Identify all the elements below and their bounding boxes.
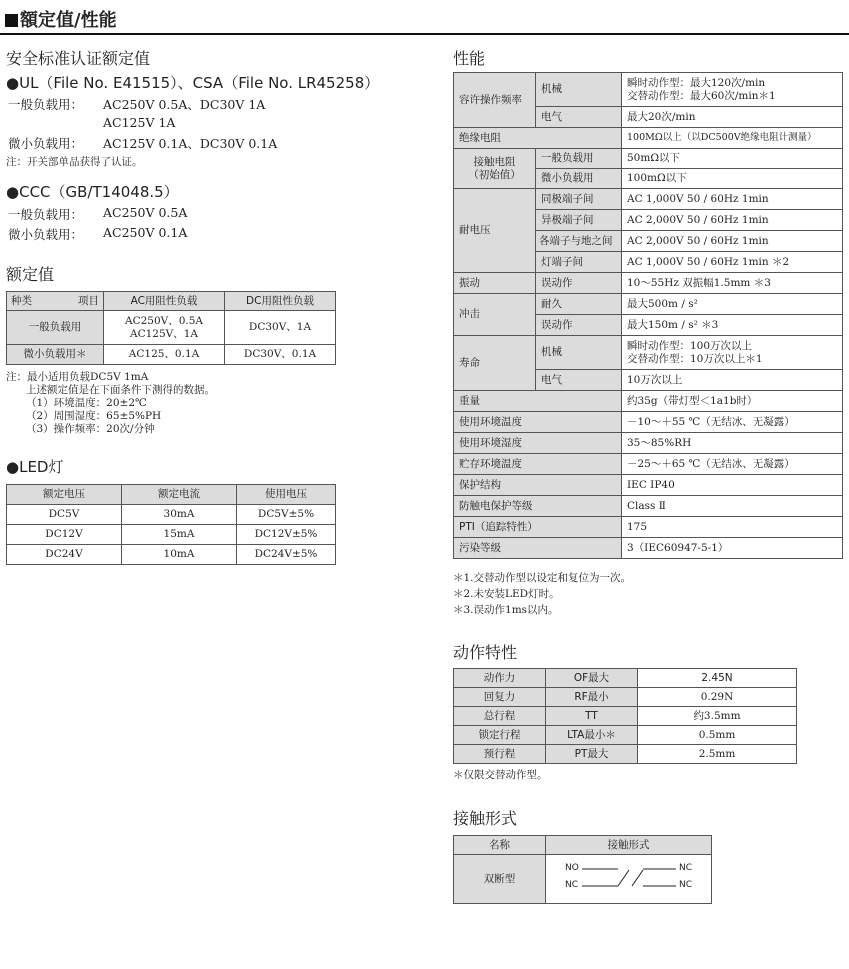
ul-heading: [6, 72, 379, 93]
op-value: 0.5mm: [638, 726, 797, 745]
bullet-dot-icon: [6, 74, 19, 92]
table-row: [454, 538, 843, 559]
op-name: 锁定行程: [454, 726, 546, 745]
perf-vibration-label: 振动: [454, 273, 536, 294]
led-cell: 10mA: [122, 545, 237, 565]
page-title-text: 額定值/性能: [20, 10, 117, 31]
rated-row-dc: DC30V、0.1A: [225, 345, 336, 365]
perf-insulation-label: 绝缘电阻: [454, 128, 622, 149]
op-value: 2.5mm: [638, 745, 797, 764]
perf-contact-general-value: 50mΩ以下: [622, 149, 843, 169]
led-cell: DC12V: [7, 525, 122, 545]
led-header-cell: 额定电流: [122, 485, 237, 505]
table-row: [454, 73, 843, 107]
rated-table: [6, 291, 336, 365]
ul-heading-text: UL（File No. E41515）、CSA（File No. LR45258）: [19, 74, 380, 92]
table-row: [454, 294, 843, 315]
perf-life-mech-label: 机械: [536, 336, 622, 370]
contact-nc-right-bottom: NC: [679, 880, 693, 890]
rated-header-ac: AC用阻性负载: [104, 292, 225, 311]
led-cell: DC5V: [7, 505, 122, 525]
table-header-row: [7, 485, 336, 505]
table-row: [7, 505, 336, 525]
table-row: [454, 475, 843, 496]
contact-form-table: [453, 835, 712, 904]
perf-withstand-sub: 各端子与地之间: [536, 231, 622, 252]
perf-single-value: －25～＋65 ℃（无结冰、无凝露）: [622, 454, 843, 475]
table-row: [454, 745, 797, 764]
led-heading: [6, 456, 63, 477]
op-code: TT: [546, 707, 638, 726]
perf-withstand-value: AC 2,000V 50 / 60Hz 1min: [622, 231, 843, 252]
rated-note: 上述额定值是在下面条件下测得的数据。: [26, 384, 215, 396]
contact-form-heading: 接触形式: [453, 809, 518, 828]
perf-footnote: ＊2.未安装LED灯时。: [453, 588, 560, 600]
rated-row-type: 微小负载用＊: [7, 345, 104, 365]
contact-form-row-name: 双断型: [454, 855, 546, 904]
perf-shock-mal-value: 最大150m / s² ＊3: [622, 315, 843, 336]
performance-heading: 性能: [453, 49, 486, 68]
op-name: 动作力: [454, 669, 546, 688]
perf-contact-label: 接触电阻 （初始值）: [454, 149, 536, 189]
ul-general-value-1: AC250V 0.5A、DC30V 1A: [103, 97, 266, 112]
table-row: [454, 128, 843, 149]
double-break-switch-icon: [546, 855, 711, 903]
perf-single-value: －10～＋55 ℃（无结冰、无凝露）: [622, 412, 843, 433]
op-value: 约3.5mm: [638, 707, 797, 726]
rated-row-ac: AC250V、0.5A AC125V、1A: [104, 311, 225, 345]
perf-contact-general-label: 一般负载用: [536, 149, 622, 169]
table-row: [454, 336, 843, 370]
rated-note: 注：最小适用负载DC5V 1mA: [6, 371, 149, 383]
contact-no-left: NO: [565, 863, 579, 873]
rated-note: （2）周围湿度：65±5%PH: [26, 410, 162, 422]
contact-nc-right-top: NC: [679, 863, 693, 873]
led-table: [6, 484, 336, 565]
certified-heading: 安全标准认证额定值: [6, 49, 151, 68]
perf-life-elec-label: 电气: [536, 370, 622, 391]
rated-row-ac: AC125、0.1A: [104, 345, 225, 365]
table-row: [7, 345, 336, 365]
table-header-row: [454, 836, 712, 855]
ul-micro-value: AC125V 0.1A、DC30V 0.1A: [103, 136, 278, 151]
bullet-dot-icon: [6, 458, 19, 476]
rated-header-type: 种类: [11, 294, 32, 307]
table-row: [7, 311, 336, 345]
perf-single-value: Class Ⅱ: [622, 496, 843, 517]
op-code: PT最大: [546, 745, 638, 764]
ccc-heading-text: CCC（GB/T14048.5）: [19, 183, 179, 201]
led-cell: 15mA: [122, 525, 237, 545]
perf-single-label: 使用环境温度: [454, 412, 622, 433]
table-row: [7, 525, 336, 545]
op-value: 0.29N: [638, 688, 797, 707]
rated-note: （3）操作频率：20次/分钟: [26, 423, 155, 435]
table-row: [454, 433, 843, 454]
led-cell: DC24V±5%: [237, 545, 336, 565]
perf-life-mech-value: 瞬时动作型：100万次以上 交替动作型：10万次以上＊1: [622, 336, 843, 370]
perf-single-label: 防触电保护等级: [454, 496, 622, 517]
operating-heading: 动作特性: [453, 643, 518, 662]
rated-note: （1）环境温度：20±2℃: [26, 397, 147, 409]
perf-mech-value: 瞬时动作型：最大120次/min 交替动作型：最大60次/min＊1: [622, 73, 843, 107]
contact-diagram: [546, 855, 711, 903]
table-row: [454, 273, 843, 294]
led-header-cell: 额定电压: [7, 485, 122, 505]
perf-footnote: ＊1.交替动作型以设定和复位为一次。: [453, 572, 632, 584]
led-header-cell: 使用电压: [237, 485, 336, 505]
rated-row-type: 一般负载用: [7, 311, 104, 345]
perf-elec-label: 电气: [536, 107, 622, 128]
op-name: 总行程: [454, 707, 546, 726]
op-code: LTA最小＊: [546, 726, 638, 745]
perf-single-value: 3（IEC60947-5-1）: [622, 538, 843, 559]
perf-contact-micro-label: 微小负载用: [536, 169, 622, 189]
contact-form-diagram-cell: [546, 855, 712, 904]
perf-withstand-value: AC 1,000V 50 / 60Hz 1min ＊2: [622, 252, 843, 273]
contact-form-header-form: 接触形式: [546, 836, 712, 855]
perf-shock-mal-label: 误动作: [536, 315, 622, 336]
perf-withstand-value: AC 2,000V 50 / 60Hz 1min: [622, 210, 843, 231]
perf-withstand-label: 耐电压: [454, 189, 536, 273]
rated-row-dc: DC30V、1A: [225, 311, 336, 345]
perf-single-value: IEC IP40: [622, 475, 843, 496]
perf-vibration-sub: 误动作: [536, 273, 622, 294]
perf-mech-label: 机械: [536, 73, 622, 107]
table-row: [454, 707, 797, 726]
ccc-general-value: AC250V 0.5A: [103, 205, 188, 220]
led-cell: DC24V: [7, 545, 122, 565]
perf-single-label: 使用环境湿度: [454, 433, 622, 454]
perf-life-label: 寿命: [454, 336, 536, 391]
rated-header-dc: DC用阻性负载: [225, 292, 336, 311]
performance-table: [453, 72, 843, 559]
perf-vibration-value: 10～55Hz 双振幅1.5mm ＊3: [622, 273, 843, 294]
contact-nc-left: NC: [565, 880, 579, 890]
perf-single-label: 重量: [454, 391, 622, 412]
table-row: [454, 391, 843, 412]
perf-withstand-sub: 异极端子间: [536, 210, 622, 231]
perf-withstand-sub: 同极端子间: [536, 189, 622, 210]
title-rule: [0, 33, 849, 35]
led-heading-text: LED灯: [19, 458, 64, 476]
table-row: [454, 517, 843, 538]
perf-single-value: 175: [622, 517, 843, 538]
ul-general-value-2: AC125V 1A: [103, 115, 176, 130]
perf-footnote: ＊3.误动作1ms以内。: [453, 604, 559, 616]
rated-header-type-item: [7, 292, 104, 311]
table-row: [454, 454, 843, 475]
op-name: 回复力: [454, 688, 546, 707]
led-cell: DC12V±5%: [237, 525, 336, 545]
table-header-row: [7, 292, 336, 311]
perf-shock-label: 冲击: [454, 294, 536, 336]
perf-single-value: 约35g（带灯型＜1a1b时）: [622, 391, 843, 412]
table-row: [454, 726, 797, 745]
perf-life-elec-value: 10万次以上: [622, 370, 843, 391]
perf-insulation-value: 100MΩ以上（以DC500V绝缘电阻计测量）: [622, 128, 843, 149]
ul-general-label: 一般负载用：: [8, 97, 84, 112]
operating-table: [453, 668, 797, 764]
table-row: [454, 496, 843, 517]
ccc-general-label: 一般负载用：: [8, 207, 84, 222]
perf-withstand-value: AC 1,000V 50 / 60Hz 1min: [622, 189, 843, 210]
perf-contact-micro-value: 100mΩ以下: [622, 169, 843, 189]
perf-single-label: 贮存环境温度: [454, 454, 622, 475]
table-row: [454, 855, 712, 904]
ul-note: 注：开关部单品获得了认证。: [6, 156, 143, 168]
rated-heading: 额定值: [6, 265, 55, 284]
table-row: [454, 412, 843, 433]
ccc-micro-label: 微小负载用：: [8, 227, 84, 242]
contact-form-header-name: 名称: [454, 836, 546, 855]
op-name: 预行程: [454, 745, 546, 764]
op-code: OF最大: [546, 669, 638, 688]
table-row: [7, 545, 336, 565]
perf-single-label: 污染等级: [454, 538, 622, 559]
operating-note: ＊仅限交替动作型。: [453, 769, 548, 781]
ccc-micro-value: AC250V 0.1A: [103, 225, 188, 240]
square-bullet-icon: [5, 14, 18, 27]
ul-micro-label: 微小负载用：: [8, 136, 84, 151]
perf-freq-label: 容许操作频率: [454, 73, 536, 128]
perf-single-value: 35～85%RH: [622, 433, 843, 454]
perf-elec-value: 最大20次/min: [622, 107, 843, 128]
table-row: [454, 669, 797, 688]
perf-shock-durable-value: 最大500m / s²: [622, 294, 843, 315]
rated-header-item: 项目: [78, 294, 99, 307]
op-code: RF最小: [546, 688, 638, 707]
led-cell: DC5V±5%: [237, 505, 336, 525]
table-row: [454, 189, 843, 210]
perf-shock-durable-label: 耐久: [536, 294, 622, 315]
table-row: [454, 688, 797, 707]
op-value: 2.45N: [638, 669, 797, 688]
ccc-heading: [6, 181, 179, 202]
perf-withstand-sub: 灯端子间: [536, 252, 622, 273]
bullet-dot-icon: [6, 183, 19, 201]
perf-single-label: 保护结构: [454, 475, 622, 496]
perf-single-label: PTI（追踪特性）: [454, 517, 622, 538]
page-title: [5, 6, 117, 32]
table-row: [454, 149, 843, 169]
led-cell: 30mA: [122, 505, 237, 525]
